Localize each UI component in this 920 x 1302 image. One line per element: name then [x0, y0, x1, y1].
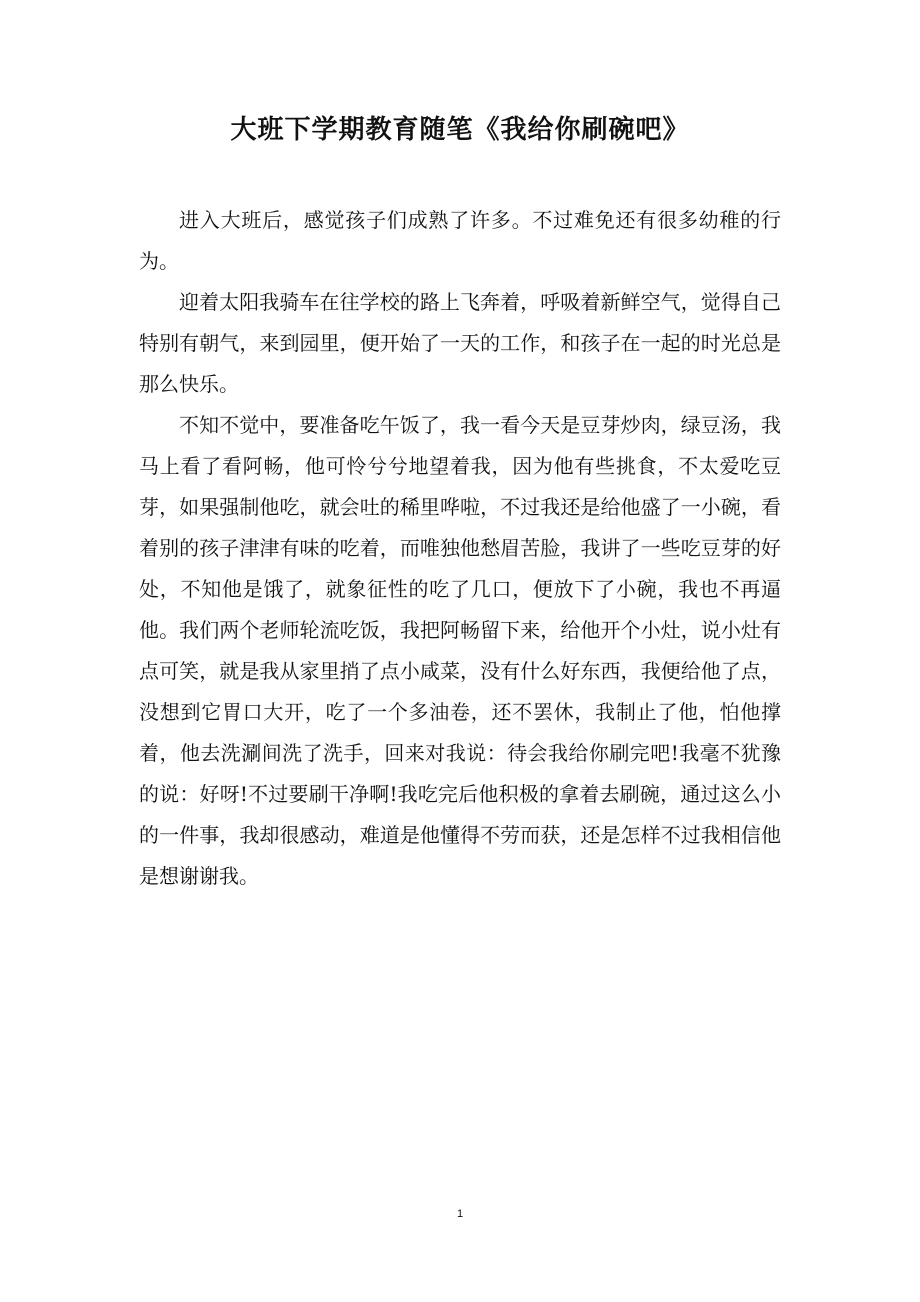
page-number: 1 — [456, 1208, 464, 1220]
paragraph-2: 迎着太阳我骑车在往学校的路上飞奔着，呼吸着新鲜空气，觉得自己特别有朝气，来到园里，便开始了一天的工作，和孩子在一起的时光总是那么快乐。 — [139, 290, 781, 396]
paragraph-3: 不知不觉中，要准备吃午饭了，我一看今天是豆芽炒肉，绿豆汤，我马上看了看阿畅，他可怜兮兮地望着我，因为他有些挑食，不太爱吃豆芽，如果强制他吃，就会吐的稀里哗啦，不过我还是给他盛了一小碗，看着别的孩子津津有味的吃着，而唯独他愁眉苦脸，我讲了一些吃豆芽的好处，不知他是饿了，就象征性的吃了几口，便放下了小碗，我也不再逼他。我们两个老师轮流吃饭，我把阿畅留下来，给他开个小灶，说小灶有点可笑，就是我从家里捎了点小咸菜，没有什么好东西，我便给他了点，没想到它胃口大开，吃了一个多油卷，还不罢休，我制止了他，怕他撑着，他去洗涮间洗了洗手，回来对我说：待会我给你刷完吧!我毫不犹豫的说：好呀!不过要刷干净啊!我吃完后他积极的拿着去刷碗，通过这么小的一件事，我却很感动，难道是他懂得不劳而获，还是怎样不过我相信他是想谢谢我。 — [139, 413, 781, 888]
page-title: 大班下学期教育随笔《我给你刷碗吧》 — [230, 115, 690, 145]
paragraph-1: 进入大班后，感觉孩子们成熟了许多。不过难免还有很多幼稚的行为。 — [139, 208, 781, 273]
article-body — [139, 200, 781, 897]
